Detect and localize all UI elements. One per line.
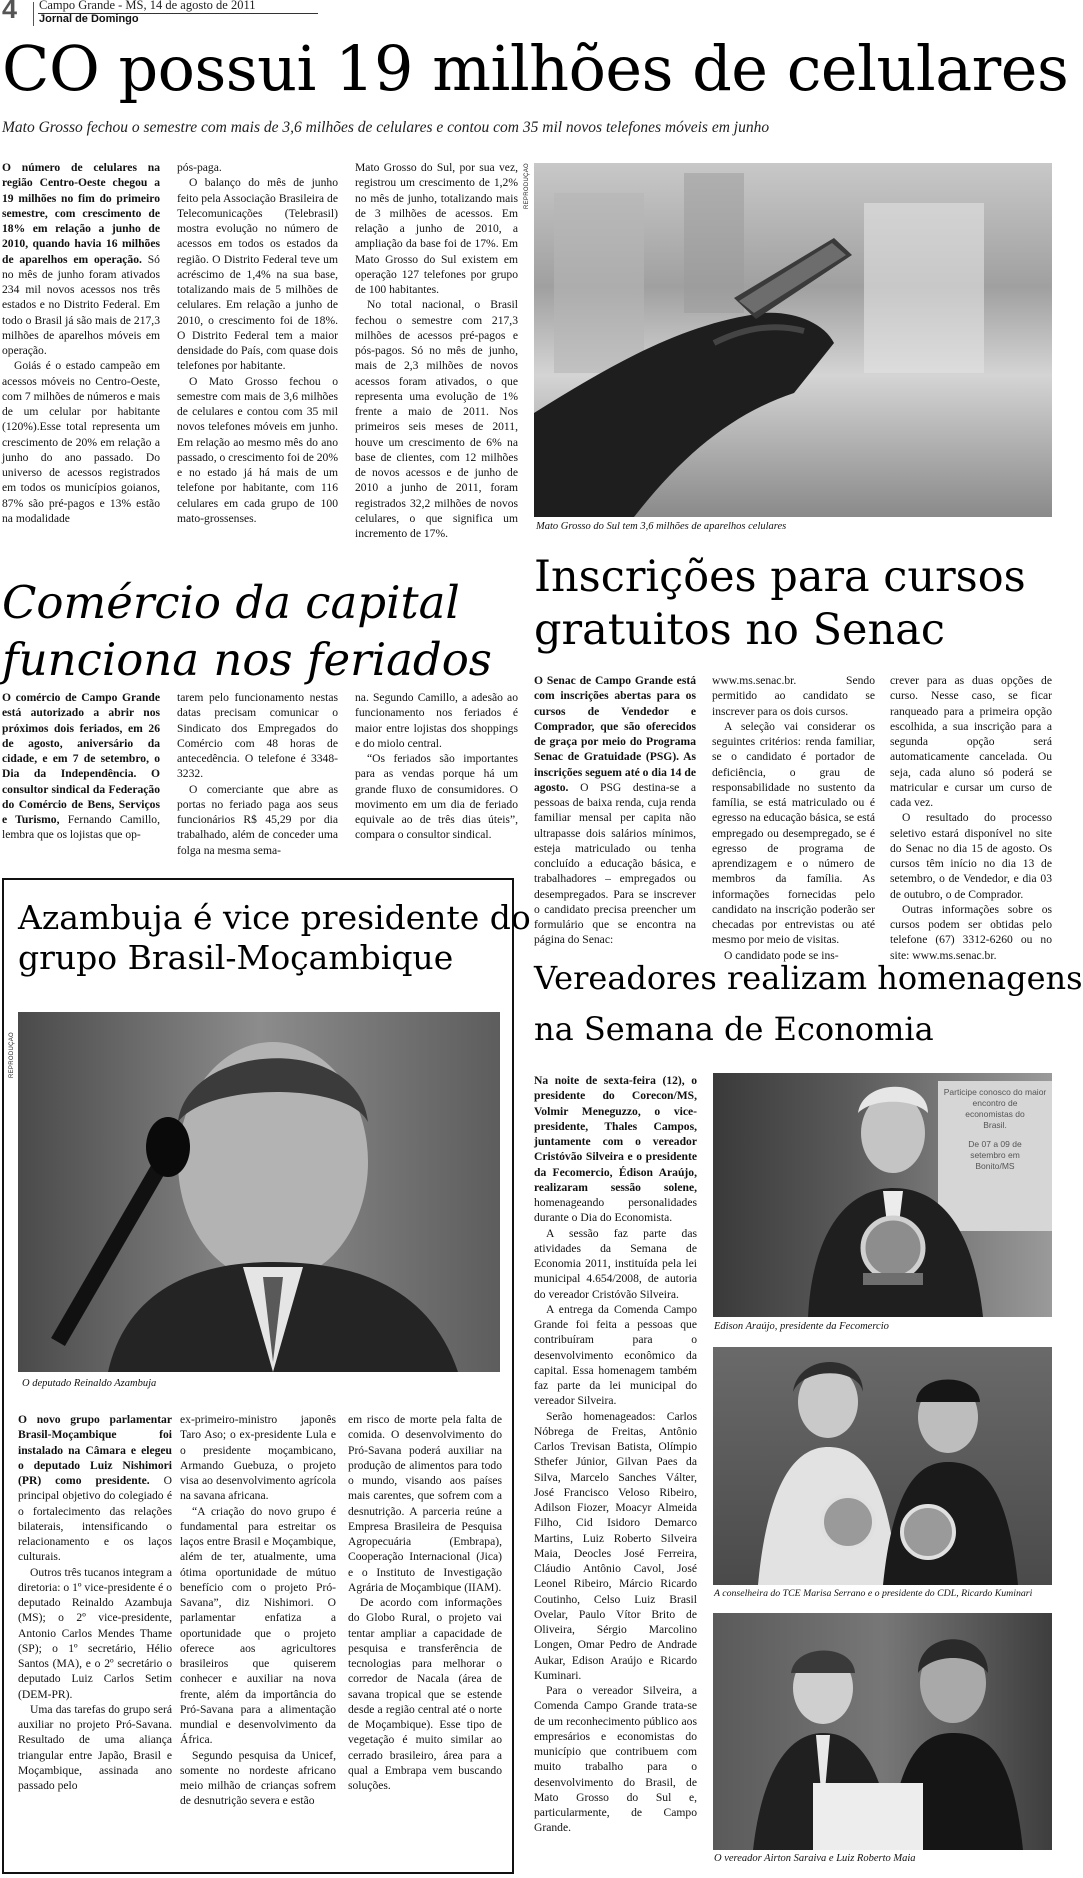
senac-col3-paragraph-2: O resultado do processo seletivo estará disponível no site do Senac no dia 15 de agosto. Os cursos têm início no dia 13 de setembro, o de Vendedor, e dia 03 de outubro, o de Comprador. xyxy=(890,811,1052,901)
azambuja-col1-paragraph-2: Outros três tucanos integram a diretoria: o 1º vice-presidente é o deputado Reinaldo Azambuja (MS); o 2º vice-presidente, Antonio Carlos Mendes Thame (SP); o 1º secretário, Hélio Santos (MA), e o 2º secretário o deputado Luiz Carlos Setim (DEM-PR). xyxy=(18,1565,172,1701)
main-column-2 xyxy=(177,160,338,568)
senac-column-2 xyxy=(712,673,875,962)
vereadores-lead-rest: homenageando personalidades durante o Dia do Economista. xyxy=(534,1196,697,1225)
azambuja-col2-paragraph-3: Segundo pesquisa da Unicef, somente no nordeste africano meio milhão de crianças sofrem de desnutrição severa e estão xyxy=(180,1748,336,1808)
phone-photo xyxy=(534,163,1052,517)
vereadores-headline-line1: Vereadores realizam homenagens xyxy=(534,959,1083,997)
azambuja-headline-line1: Azambuja é vice presidente do xyxy=(18,898,531,937)
azambuja-column-1 xyxy=(18,1412,172,1867)
honorees-illustration xyxy=(713,1347,1052,1585)
azambuja-col1-paragraph-3: Uma das tarefas do grupo será auxiliar no projeto Pró-Savana. Resultado de uma aliança triangular entre Japão, Brasil e Moçambique, assinada ano passado pelo xyxy=(18,1702,172,1792)
airton-luiz-illustration xyxy=(713,1613,1052,1850)
main-col1-paragraph: Goiás é o estado campeão em acessos móveis no Centro-Oeste, com 7 milhões de números e mais de um celular por habitante (120%).Esse total representa um crescimento de 20% em relação a junho do ano passado. Do universo de acessos registrados em todos os municípios goianos, 87% são pré-pagos e 13% estão na modalidade xyxy=(2,359,160,525)
comercio-column-1 xyxy=(2,690,160,860)
vereadores-column xyxy=(534,1073,697,1873)
masthead-divider xyxy=(33,2,34,26)
vereadores-paragraph-2: A sessão faz parte das atividades da Semana de Economia 2011, instituída pela lei municipal 4.654/2008, de autoria do vereador Cristóvão Silveira. xyxy=(534,1226,697,1301)
senac-column-3 xyxy=(890,673,1052,962)
event-sign-line: Bonito/MS xyxy=(975,1161,1015,1171)
main-column-1 xyxy=(2,160,160,568)
phone-photo-credit: REPRODUÇÃO xyxy=(524,163,530,210)
event-sign-line: economistas do xyxy=(965,1109,1025,1119)
main-headline: CO possui 19 milhões de celulares xyxy=(2,32,1069,105)
main-lead-rest: Só no mês de junho foram ativados 234 mil novos acessos nos três estados e no Distrito Federal. Em todo o Brasil já são mais de 217,3 milhões de aparelhos móveis em operação. xyxy=(2,252,160,357)
senac-headline-line2: gratuitos no Senac xyxy=(534,605,945,655)
senac-lead-rest: O PSG destina-se a pessoas de baixa renda, cuja renda familiar mensal per capita não ultrapasse dois salários mínimos, esteja matriculado ou tenha concluído a educação básica, e trabalhadores – empregados ou desempregados. Para se inscrever o candidato precisa preencher um formulário que se encontra na página do Senac: xyxy=(534,780,696,947)
senac-headline-line1: Inscrições para cursos xyxy=(534,552,1026,602)
comercio-col3-paragraph-2: “Os feriados são importantes para as vendas porque há um grande fluxo de consumidores. O movimento em um dia de feriado equivale ao de três dias úteis”, compara o consultor sindical. xyxy=(355,752,518,842)
main-col3-paragraph-1: Mato Grosso do Sul, por sua vez, registrou um crescimento de 1,2% no mês de junho, totalizando mais de 3 milhões de acessos. Em relação a junho de 2010, a ampliação da base foi de 17%. Em Mato Grosso do Sul existem em operação 127 telefones por grupo de 100 habitantes. xyxy=(355,161,518,296)
main-subheadline: Mato Grosso fechou o semestre com mais de 3,6 milhões de celulares e contou com 35 mil novos telefones móveis em junho xyxy=(2,119,770,136)
senac-col3-paragraph-1: crever para as duas opções de curso. Nesse caso, se ficar ranqueado para a primeira opção escolhida, a sua inscrição para a segunda opção será automaticamente cancelada. Ou seja, cada aluno só poderá se matricular e cursar um curso de cada vez. xyxy=(890,674,1052,809)
main-column-3 xyxy=(355,160,518,568)
azambuja-lead-rest: O principal objetivo do colegiado é o fortalecimento das relações bilaterais, intensificando o relacionamento e os laços culturais. xyxy=(18,1474,172,1564)
vereadores-photo-3-caption: O vereador Airton Saraiva e Luiz Roberto Maia xyxy=(714,1853,916,1864)
azambuja-headline-line2: grupo Brasil-Moçambique xyxy=(18,938,454,977)
senac-col2-paragraph-1: www.ms.senac.br. Sendo permitido ao candidato se inscrever para os dois cursos. xyxy=(712,674,875,718)
vereadores-photo-1 xyxy=(713,1073,1052,1317)
event-sign-line: Participe conosco do maior xyxy=(943,1087,1047,1097)
comercio-lead-rest: Fernando Camillo, lembra que os lojistas que op- xyxy=(2,813,161,842)
main-col2-paragraph-3: O Mato Grosso fechou o semestre com mais de 3,6 milhões de celulares e contou com 35 mil novos telefones móveis em junho. Em relação ao mesmo mês do ano passado, o crescimento foi de 20% e no estado já há mais de um telefone por habitante, com 116 celulares em cada grupo de 100 mato-grossenses. xyxy=(177,374,338,525)
azambuja-column-3 xyxy=(348,1412,502,1867)
vereadores-paragraph-3: A entrega da Comenda Campo Grande foi feita a pessoas que contribuíram para o desenvolvimento econômico da capital. Essa homenagem também faz parte da lei municipal do vereador Silveira. xyxy=(534,1302,697,1408)
vereadores-lead: Na noite de sexta-feira (12), o presidente do Corecon/MS, Volmir Meneguzzo, o vice-presidente, Thales Campos, juntamente com o vereador Cristóvão Silveira e o presidente da Fecomercio, Édison Araújo, realizaram sessão solene, xyxy=(534,1074,697,1194)
senac-col2-paragraph-3: O candidato pode se ins- xyxy=(724,948,839,962)
main-col2-paragraph-1: pós-paga. xyxy=(177,161,222,174)
fecomercio-president-illustration xyxy=(713,1073,1052,1317)
vereadores-photo-2-caption: A conselheira do TCE Marisa Serrano e o presidente do CDL, Ricardo Kuminari xyxy=(714,1588,1033,1599)
azambuja-col3-paragraph-1: em risco de morte pela falta de comida. O desenvolvimento do Pró-Savana poderá auxiliar na produção de alimentos para todo o mundo, visando aos países mais carentes, que sofrem com a desnutrição. A parceria reúne a Empresa Brasileira de Pesquisa Agropecuária (Embrapa), Cooperação Internacional (Jica) e o Instituto de Investigação Agrária de Moçambique (IIAM). xyxy=(348,1413,502,1594)
azambuja-lead: O novo grupo parlamentar Brasil-Moçambique foi instalado na Câmara e elegeu o deputado Luiz Nishimori (PR) como presidente. xyxy=(18,1413,172,1487)
comercio-column-3 xyxy=(355,690,518,860)
vereadores-photo-3 xyxy=(713,1613,1052,1850)
phone-hand-illustration xyxy=(534,163,1052,517)
azambuja-col2-paragraph-1: ex-primeiro-ministro japonês Taro Aso; o ex-presidente Lula e o presidente moçambicano, Armando Guebuza, o projeto visa ao desenvolvimento agrícola na savana africana. xyxy=(180,1413,336,1503)
comercio-col2-paragraph-2: O comerciante que abre as portas no feriado paga aos seus funcionários R$ 45,29 por dia trabalhado, além de conceder uma folga na mesma sema- xyxy=(177,782,338,857)
event-sign-line: De 07 a 09 de xyxy=(968,1139,1022,1149)
comercio-headline-line2: funciona nos feriados xyxy=(2,633,492,686)
senac-column-1 xyxy=(534,673,696,947)
main-lead: O número de celulares na região Centro-Oeste chegou a 19 milhões no fim do primeiro semestre, com crescimento de 18% em relação a junho de 2010, quando havia 16 milhões de aparelhos em operação. xyxy=(2,161,160,266)
event-sign-line: encontro de xyxy=(972,1098,1018,1108)
azambuja-photo-caption: O deputado Reinaldo Azambuja xyxy=(22,1378,157,1389)
masthead xyxy=(0,0,1052,28)
vereadores-paragraph-5: Para o vereador Silveira, a Comenda Campo Grande trata-se de um reconhecimento público aos empresários e economistas do município que contribuem com muito trabalho para o desenvolvimento do Brasil, de Mato Grosso do Sul e, particularmente, de Campo Grande. xyxy=(534,1684,697,1835)
main-col2-paragraph-2: O balanço do mês de junho feito pela Associação Brasileira de Telecomunicações (Telebrasil) mostra evolução no número de acessos em todos os estados da região. O Distrito Federal teve um acréscimo de 1,4% na sua base, totalizando mais de 5 milhões de celulares. Em relação a junho de 2010, o crescimento foi de 18%. O Distrito Federal tem a maior densidade do País, com quase dois telefones por habitante. xyxy=(177,176,338,373)
comercio-headline-line1: Comércio da capital xyxy=(2,576,460,629)
event-sign-line: Brasil. xyxy=(983,1120,1007,1130)
vereadores-paragraph-4: Serão homenageados: Carlos Nóbrega de Freitas, Antônio Carlos Trevisan Batista, Olímpio Sthefer Júnior, Gilvan Paes da Silva, Marcelo Sanches Válter, José Francisco Veloso Ribeiro, Adilson Fiozer, Moacyr Almeida Filho, Cid Isidoro Demarco Martins, Luiz Roberto Silveira Maia, Deocles José Ferreira, Cláudio Antônio Cavol, José Leonel Ribeiro, Márcio Ricardo Coutinho, Celso Luiz Brasil Ovelar, Paulo Vítor Brito de Oliveira, Sérgio Marcolino Longen, Omar Pedro de Andrade Aukar, Edison Araújo e Ricardo Kuminari. xyxy=(534,1409,697,1682)
senac-col2-paragraph-2: A seleção vai considerar os seguintes critérios: renda familiar, se o candidato é portador de deficiência, o grau de responsabilidade no sustento da família, se está matriculado ou é egresso na educação básica, se está empregado ou desempregado, se é egresso de programa de aprendizagem e o número de membros da família. As informações fornecidas pelo candidato na inscrição poderão ser checadas por entrevistas ou até mesmo por meio de visitas. xyxy=(712,719,875,947)
senac-col3-paragraph-3: Outras informações sobre os cursos podem ser obtidas pelo telefone (67) 3312-6260 ou no site: www.ms.senac.br. xyxy=(890,902,1052,962)
azambuja-box xyxy=(2,878,531,1874)
azambuja-photo-credit: REPRODUÇÃO xyxy=(9,1032,15,1079)
vereadores-photo-1-caption: Edison Araújo, presidente da Fecomercio xyxy=(714,1321,889,1332)
vereadores-photo-2 xyxy=(713,1347,1052,1585)
comercio-col3-paragraph-1: na. Segundo Camillo, a adesão ao funcionamento nos feriados é maior entre lojistas dos shoppings e do miolo central. xyxy=(355,691,518,750)
senac-lead: O Senac de Campo Grande está com inscrições abertas para os cursos de Vendedor e Comprador, que são oferecidos de graça por meio do Programa Senac de Gratuidade (PSG). As inscrições seguem até o dia 14 de agosto. xyxy=(534,674,696,794)
azambuja-portrait-illustration xyxy=(18,1012,500,1372)
azambuja-col3-paragraph-2: De acordo com informações do Globo Rural, o projeto vai tentar ampliar a capacidade de pesquisa e transferência de tecnologias para melhorar o corredor de Nacala (área de savana tropical que se estende desde a região central até o norte de Moçambique). Esse tipo de vegetação é muito similar ao cerrado brasileiro, área para a qual a Embrapa vem buscando soluções. xyxy=(348,1596,502,1792)
vereadores-headline-line2: na Semana de Economia xyxy=(534,1010,934,1048)
main-col3-paragraph-2: No total nacional, o Brasil fechou o semestre com 217,3 milhões de acessos pré-pagos e pós-pagos. Só no mês de junho, mais de 2,3 milhões de novos acessos foram ativados, o que representa uma evolução de 1% frente a maio de 2011. Nos primeiros seis meses de 2011, houve um crescimento de 6% na base de clientes, com 12 milhões de novos acessos e de junho de 2010 a junho de 2011, foram registrados 32,2 milhões de novos celulares, o que significa um incremento de 17%. xyxy=(355,298,518,540)
masthead-city-date: Campo Grande - MS, 14 de agosto de 2011 xyxy=(39,0,256,12)
comercio-lead: O comércio de Campo Grande está autorizado a abrir nos próximos dois feriados, em 26 de agosto, aniversário da cidade, e em 7 de setembro, o Dia da Independência. O consultor sindical da Federação do Comércio de Bens, Serviços e Turismo, xyxy=(2,691,160,826)
comercio-col2-paragraph-1: tarem pelo funcionamento nestas datas precisam comunicar o Sindicato dos Empregados do Comércio com 48 horas de antecedência. O telefone é 3348-3232. xyxy=(177,691,338,781)
phone-photo-caption: Mato Grosso do Sul tem 3,6 milhões de aparelhos celulares xyxy=(536,521,787,532)
azambuja-photo xyxy=(18,1012,500,1372)
azambuja-col2-paragraph-2: “A criação do novo grupo é fundamental para estreitar os laços entre Brasil e Moçambique, além de ter, atualmente, uma ótima oportunidade de mútuo benefício com o projeto Pró-Savana”, diz Nishimori. O parlamentar enfatiza a oportunidade que o projeto oferece aos agricultores brasileiros que quiserem conhecer e auxiliar na nova frente, além da importância do Pró-Savana para a alimentação mundial e desenvolvimento da África. xyxy=(180,1504,336,1747)
event-sign-line: setembro em xyxy=(970,1150,1020,1160)
paper-name: Jornal de Domingo xyxy=(39,13,139,25)
page-number: 4 xyxy=(2,0,18,24)
comercio-column-2 xyxy=(177,690,338,860)
azambuja-column-2 xyxy=(180,1412,336,1867)
